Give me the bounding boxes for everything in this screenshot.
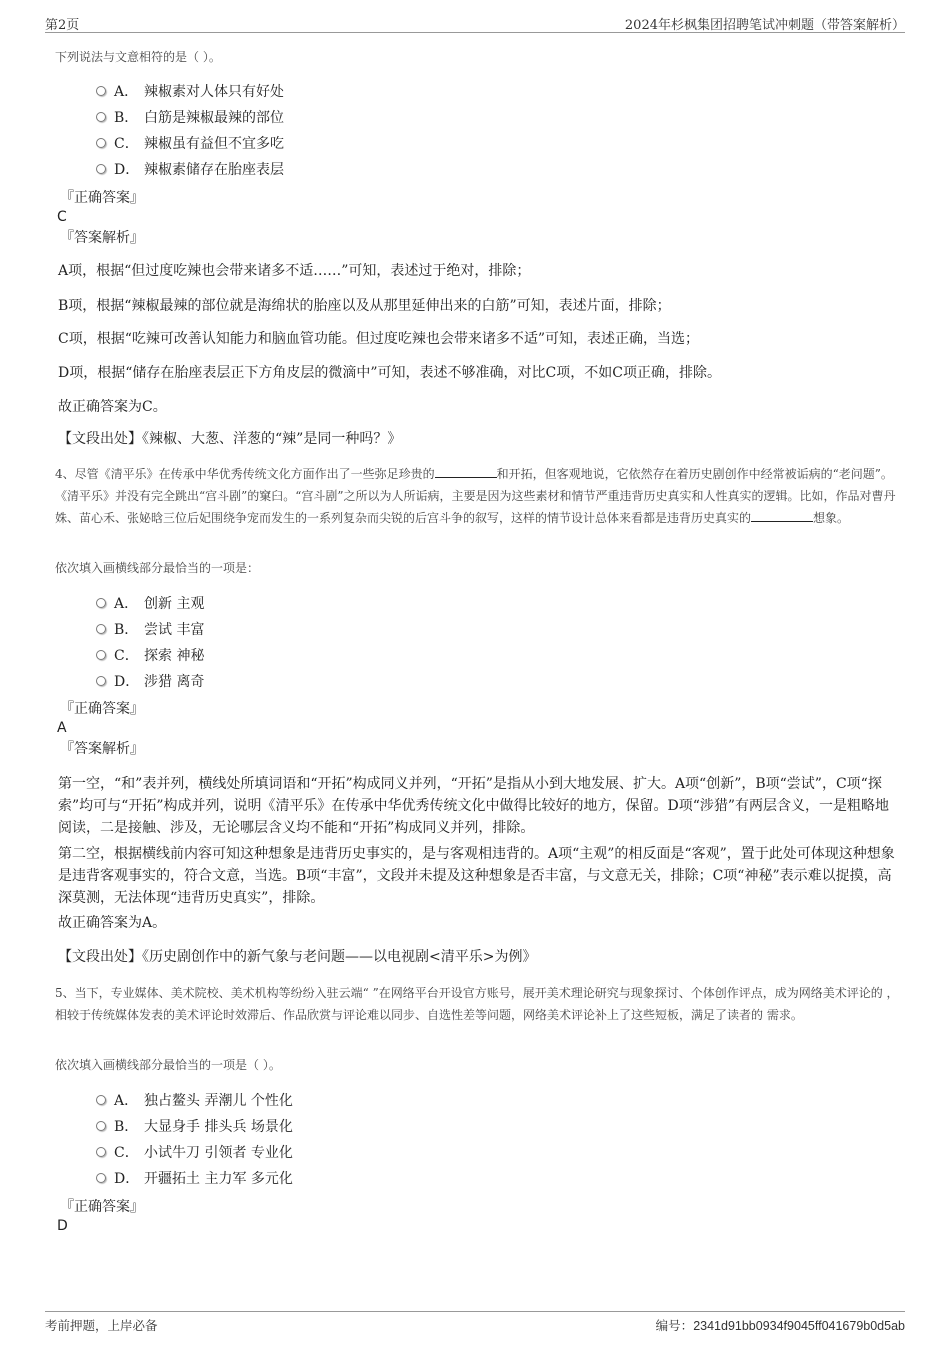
q5-option-d[interactable]: D． 开疆拓土 主力军 多元化	[96, 1168, 293, 1190]
q3-source: 【文段出处】《辣椒、大葱、洋葱的“辣”是同一种吗？》	[58, 431, 402, 447]
footer-slogan: 考前押题，上岸必备	[45, 1318, 158, 1333]
q4-stem: 4、尽管《清平乐》在传承中华优秀传统文化方面作出了一些弥足珍贵的 和开拓，但客观地说，它依然存在着历史剧创作中经常被诟病的“老问题”。《清平乐》并没有完全跳出“宫斗剧”的窠臼。“宫斗剧”之所以为人所诟病，主要是因为这些素材和情节严重违背历史真实和人性真实的逻辑。比如，作品对曹丹姝、苗心禾、张妼晗三位后妃围绕争宠而发生的一系列复杂而尖锐的后宫斗争的叙写，这样的情节设计总体来看都是违背历史真实的 想象。	[55, 467, 896, 525]
q4-option-c[interactable]: C． 探索 神秘	[96, 645, 204, 667]
radio-icon[interactable]	[96, 624, 106, 634]
q4-option-b[interactable]: B． 尝试 丰富	[96, 619, 204, 641]
q3-analysis-d: D项，根据“储存在胎座表层正下方角皮层的微滴中”可知，表述不够准确，对比C项，不如C项正确，排除。	[58, 365, 721, 381]
page-number: 第2页	[45, 18, 80, 33]
q5-stem: 5、当下，专业媒体、美术院校、美术机构等纷纷入驻云端“ ”在网络平台开设官方账号，展开美术理论研究与现象探讨、个体创作评点，成为网络美术评论的 ，相较于传统媒体发表的美术评论时效滞后、作品欣赏与评论难以同步、自选性差等问题，网络美术评论补上了这些短板，满足了读者的 需求。	[55, 986, 899, 1022]
q3-analysis-a: A项，根据“但过度吃辣也会带来诸多不适……”可知，表述过于绝对，排除；	[58, 263, 531, 279]
q3-option-b[interactable]: B． 白筋是辣椒最辣的部位	[96, 107, 284, 129]
q4-analysis-label: 『答案解析』	[60, 741, 144, 757]
radio-icon[interactable]	[96, 650, 106, 660]
q4-answer-label: 『正确答案』	[60, 701, 144, 717]
q5-answer-label: 『正确答案』	[60, 1199, 144, 1215]
radio-icon[interactable]	[96, 1147, 106, 1157]
q5-prompt: 依次填入画横线部分最恰当的一项是（ ）。	[55, 1058, 281, 1072]
q5-answer: D	[57, 1218, 68, 1234]
q3-option-d[interactable]: D． 辣椒素储存在胎座表层	[96, 159, 284, 181]
radio-icon[interactable]	[96, 676, 106, 686]
q4-analysis-blank1: 第一空，“和”表并列，横线处所填词语和“开拓”构成同义并列，“开拓”是指从小到大地发展、扩大。A项“创新”，B项“尝试”，C项“探索”均可与“开拓”构成并列，说明《清平乐》在传承中华优秀传统文化中做得比较好的地方，保留。D项“涉猎”有两层含义，一是粗略地阅读，二是接触、涉及，无论哪层含义均不能和“开拓”构成同义并列，排除。	[58, 776, 890, 836]
q3-analysis-c: C项，根据“吃辣可改善认知能力和脑血管功能。但过度吃辣也会带来诸多不适”可知，表述正确，当选；	[58, 331, 700, 347]
q5-option-a[interactable]: A． 独占鳌头 弄潮儿 个性化	[96, 1090, 293, 1112]
q5-option-c[interactable]: C． 小试牛刀 引领者 专业化	[96, 1142, 293, 1164]
q4-answer: A	[57, 720, 67, 736]
radio-icon[interactable]	[96, 86, 106, 96]
radio-icon[interactable]	[96, 598, 106, 608]
q4-analysis-blank2: 第二空，根据横线前内容可知这种想象是违背历史事实的，是与客观相违背的。A项“主观”的相反面是“客观”，置于此处可体现这种想象是违背客观事实的，符合文意，当选。B项“丰富”，文段并未提及这种想象是否丰富，与文意无关，排除；C项“神秘”表示难以捉摸，高深莫测，无法体现“违背历史真实”，排除。	[58, 846, 895, 906]
q3-answer-label: 『正确答案』	[60, 190, 144, 206]
q3-option-a[interactable]: A． 辣椒素对人体只有好处	[96, 81, 284, 103]
radio-icon[interactable]	[96, 1121, 106, 1131]
fill-blank	[751, 509, 813, 522]
doc-title: 2024年杉枫集团招聘笔试冲刺题（带答案解析）	[624, 18, 905, 33]
q4-conclusion: 故正确答案为A。	[58, 915, 167, 931]
radio-icon[interactable]	[96, 1173, 106, 1183]
q3-prompt: 下列说法与文意相符的是（ ）。	[55, 50, 221, 64]
doc-code: 编号：2341d91bb0934f9045ff041679b0d5ab	[655, 1318, 905, 1333]
q4-prompt: 依次填入画横线部分最恰当的一项是：	[55, 561, 260, 575]
q4-source: 【文段出处】《历史剧创作中的新气象与老问题——以电视剧<清平乐>为例》	[58, 949, 537, 965]
radio-icon[interactable]	[96, 112, 106, 122]
page-footer	[45, 1311, 905, 1334]
q3-analysis-b: B项，根据“辣椒最辣的部位就是海绵状的胎座以及从那里延伸出来的白筋”可知，表述片面，排除；	[58, 298, 671, 314]
q3-answer: C	[57, 209, 67, 225]
q3-conclusion: 故正确答案为C。	[58, 399, 167, 415]
q4-option-a[interactable]: A． 创新 主观	[96, 593, 204, 615]
q4-option-d[interactable]: D． 涉猎 离奇	[96, 671, 204, 693]
radio-icon[interactable]	[96, 1095, 106, 1105]
q3-analysis-label: 『答案解析』	[60, 230, 144, 246]
q3-option-c[interactable]: C． 辣椒虽有益但不宜多吃	[96, 133, 284, 155]
radio-icon[interactable]	[96, 164, 106, 174]
radio-icon[interactable]	[96, 138, 106, 148]
q5-option-b[interactable]: B． 大显身手 排头兵 场景化	[96, 1116, 293, 1138]
page-header	[45, 12, 905, 33]
fill-blank	[435, 465, 497, 478]
